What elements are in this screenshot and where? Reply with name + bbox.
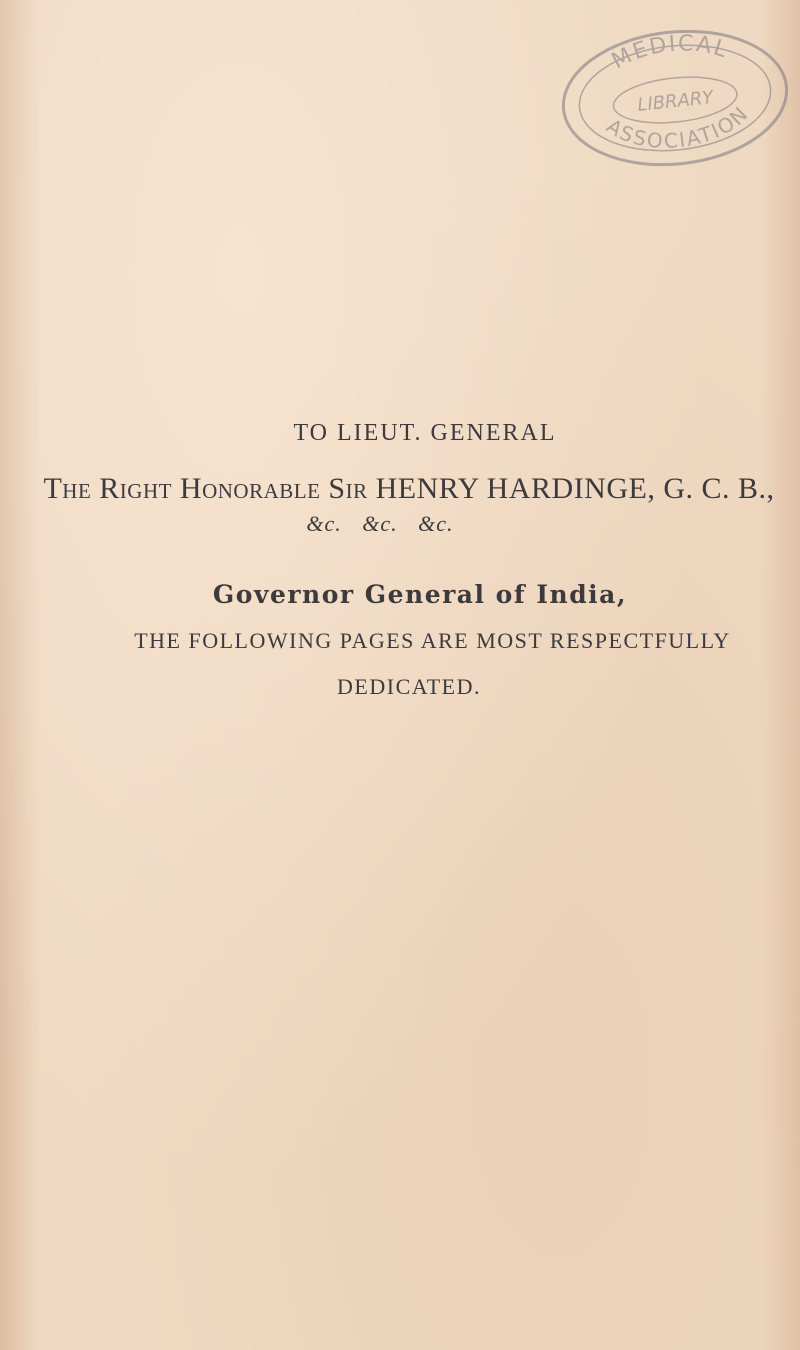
dedicatee-name-line	[18, 472, 800, 506]
office-title-line: Governor General of India,	[212, 580, 628, 609]
stamp-center-text: LIBRARY	[636, 87, 715, 116]
dedicatee-name: HENRY HARDINGE, G. C. B.,	[375, 472, 775, 505]
etcetera-line: &c. &c. &c.	[306, 511, 454, 536]
stamp-icon	[547, 6, 800, 190]
stamp-bottom-text: ASSOCIATION	[602, 100, 754, 153]
dedication-to-line: TO LIEUT. GENERAL	[293, 420, 557, 446]
library-stamp	[547, 6, 800, 190]
stamp-top-text: MEDICAL	[607, 31, 732, 75]
dedicated-line: DEDICATED.	[337, 674, 481, 699]
dedicatee-title: The Right Honorable Sir	[43, 472, 368, 505]
following-pages-line: THE FOLLOWING PAGES ARE MOST RESPECTFULLY	[134, 628, 731, 653]
